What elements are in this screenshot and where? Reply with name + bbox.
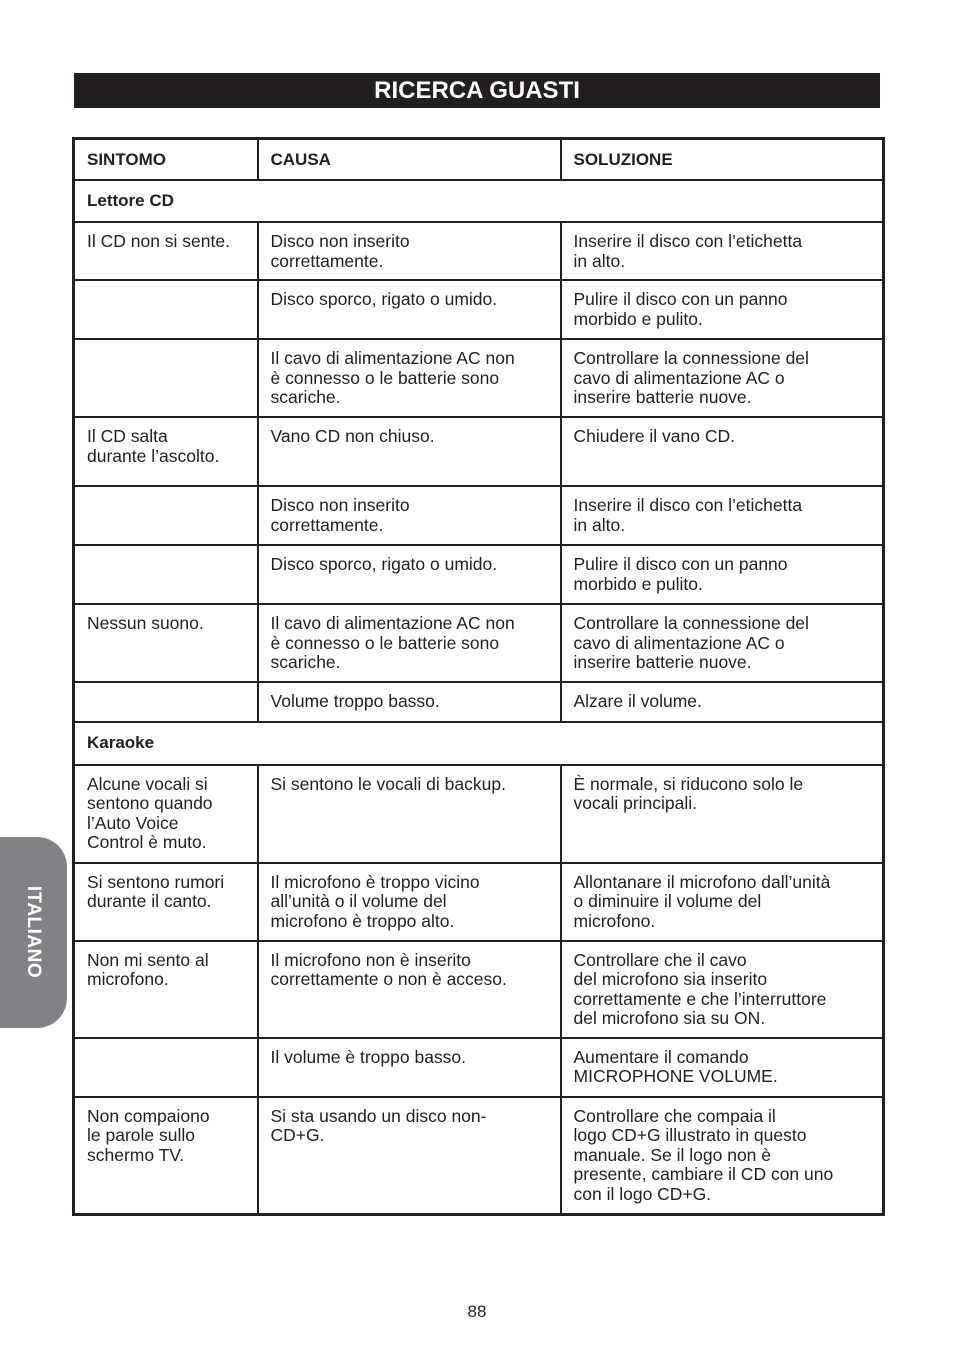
- header-soluzione: SOLUZIONE: [561, 139, 884, 180]
- soluzione-cell: [561, 417, 884, 486]
- soluzione-text: È normale, si riducono solo le vocali principali.: [573, 773, 804, 813]
- causa-cell: [258, 417, 561, 486]
- page-title: RICERCA GUASTI: [74, 73, 880, 108]
- soluzione-cell: [561, 486, 884, 545]
- header-sintomo: SINTOMO: [74, 139, 258, 180]
- table-row: [74, 280, 884, 339]
- causa-text: Il cavo di alimentazione AC non è connesso o le batterie sono scariche.: [270, 348, 515, 407]
- soluzione-text: Controllare la connessione del cavo di alimentazione AC o inserire batterie nuove.: [573, 348, 809, 407]
- soluzione-cell: [561, 222, 884, 280]
- table-row: [74, 765, 884, 863]
- sintomo-cell: [74, 339, 258, 417]
- language-tab-label: ITALIANO: [23, 885, 44, 979]
- soluzione-text: Inserire il disco con l’etichetta in alto.: [573, 495, 803, 535]
- causa-text: Disco non inserito correttamente.: [270, 231, 410, 271]
- section-row: [74, 180, 884, 223]
- sintomo-cell: [74, 682, 258, 722]
- sintomo-cell: [74, 765, 258, 863]
- table-row: [74, 682, 884, 722]
- soluzione-cell: [561, 863, 884, 941]
- table-row: [74, 339, 884, 417]
- language-tab: [0, 837, 67, 1028]
- causa-text: Volume troppo basso.: [270, 691, 440, 711]
- table-row: [74, 222, 884, 280]
- soluzione-text: Controllare che il cavo del microfono sia inserito correttamente e che l’interruttore del microfono sia su ON.: [573, 949, 827, 1028]
- causa-text: Disco sporco, rigato o umido.: [270, 289, 498, 309]
- soluzione-cell: [561, 682, 884, 722]
- soluzione-text: Pulire il disco con un panno morbido e pulito.: [573, 554, 788, 594]
- table-row: [74, 941, 884, 1038]
- sintomo-text: Si sentono rumori durante il canto.: [87, 871, 225, 911]
- sintomo-cell: [74, 1097, 258, 1215]
- soluzione-cell: [561, 1038, 884, 1097]
- causa-text: Il microfono è troppo vicino all’unità o il volume del microfono è troppo alto.: [270, 871, 480, 931]
- causa-text: Si sta usando un disco non- CD+G.: [270, 1105, 487, 1145]
- causa-cell: [258, 339, 561, 417]
- sintomo-text: Non compaiono le parole sullo schermo TV.: [87, 1105, 210, 1165]
- table-row: [74, 545, 884, 604]
- soluzione-cell: [561, 339, 884, 417]
- soluzione-cell: [561, 941, 884, 1038]
- section-title: Karaoke: [74, 722, 884, 765]
- causa-cell: [258, 682, 561, 722]
- table-row: [74, 863, 884, 941]
- table-row: [74, 486, 884, 545]
- section-row: [74, 722, 884, 765]
- page-number: 88: [467, 1302, 487, 1321]
- causa-cell: [258, 280, 561, 339]
- causa-cell: [258, 765, 561, 863]
- table-row: [74, 417, 884, 486]
- sintomo-cell: [74, 1038, 258, 1097]
- soluzione-cell: [561, 280, 884, 339]
- causa-cell: [258, 486, 561, 545]
- sintomo-cell: [74, 486, 258, 545]
- sintomo-text: Non mi sento al microfono.: [87, 949, 209, 989]
- sintomo-text: Il CD salta durante l’ascolto.: [87, 426, 220, 466]
- soluzione-cell: [561, 765, 884, 863]
- table-row: [74, 1038, 884, 1097]
- table-row: [74, 1097, 884, 1215]
- causa-text: Si sentono le vocali di backup.: [270, 773, 506, 794]
- sintomo-cell: [74, 545, 258, 604]
- sintomo-cell: [74, 417, 258, 486]
- sintomo-cell: [74, 604, 258, 682]
- sintomo-cell: [74, 863, 258, 941]
- soluzione-text: Allontanare il microfono dall’unità o diminuire il volume del microfono.: [573, 871, 831, 931]
- causa-cell: [258, 941, 561, 1038]
- soluzione-cell: [561, 1097, 884, 1215]
- causa-cell: [258, 1097, 561, 1215]
- causa-text: Il microfono non è inserito correttamente o non è acceso.: [270, 949, 507, 989]
- soluzione-text: Controllare che compaia il logo CD+G illustrato in questo manuale. Se il logo non è presente, cambiare il CD con uno con il logo CD+G.: [573, 1105, 834, 1204]
- causa-text: Il volume è troppo basso.: [270, 1046, 467, 1067]
- sintomo-text: Alcune vocali si sentono quando l’Auto Voice Control è muto.: [87, 773, 213, 852]
- sintomo-cell: [74, 222, 258, 280]
- causa-cell: [258, 863, 561, 941]
- table-row: [74, 604, 884, 682]
- sintomo-text: Il CD non si sente.: [87, 231, 230, 251]
- soluzione-text: Controllare la connessione del cavo di alimentazione AC o inserire batterie nuove.: [573, 613, 809, 672]
- soluzione-text: Chiudere il vano CD.: [573, 426, 735, 446]
- causa-text: Vano CD non chiuso.: [270, 426, 435, 446]
- soluzione-text: Pulire il disco con un panno morbido e pulito.: [573, 289, 788, 329]
- soluzione-text: Alzare il volume.: [573, 691, 702, 711]
- causa-cell: [258, 222, 561, 280]
- soluzione-text: Aumentare il comando MICROPHONE VOLUME.: [573, 1046, 778, 1086]
- causa-text: Il cavo di alimentazione AC non è connesso o le batterie sono scariche.: [270, 613, 515, 672]
- header-row: [74, 139, 884, 180]
- causa-text: Disco non inserito correttamente.: [270, 495, 410, 535]
- header-causa: CAUSA: [258, 139, 561, 180]
- section-title: Lettore CD: [74, 180, 884, 223]
- sintomo-cell: [74, 941, 258, 1038]
- troubleshooting-table: [72, 137, 885, 1216]
- sintomo-text: Nessun suono.: [87, 613, 204, 633]
- causa-cell: [258, 604, 561, 682]
- soluzione-cell: [561, 604, 884, 682]
- causa-text: Disco sporco, rigato o umido.: [270, 554, 498, 574]
- causa-cell: [258, 545, 561, 604]
- soluzione-text: Inserire il disco con l’etichetta in alto.: [573, 231, 803, 271]
- causa-cell: [258, 1038, 561, 1097]
- sintomo-cell: [74, 280, 258, 339]
- soluzione-cell: [561, 545, 884, 604]
